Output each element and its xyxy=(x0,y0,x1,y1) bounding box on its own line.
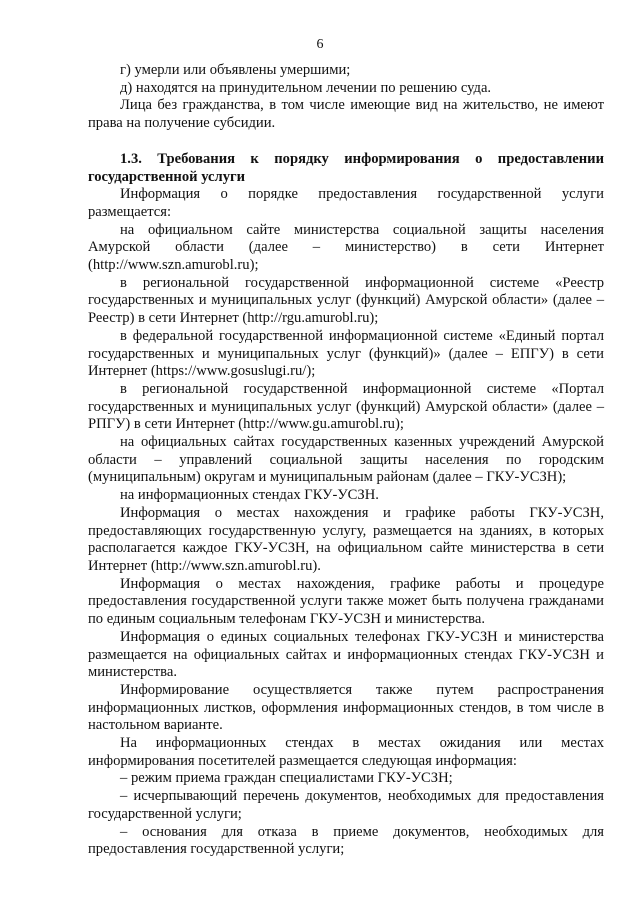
paragraph: на информационных стендах ГКУ-УСЗН. xyxy=(120,487,379,504)
paragraph: На информационных стендах в местах ожидания или местах информирования посетителей размещается следующая информация: xyxy=(88,735,604,769)
list-item: д) находятся на принудительном лечении по решению суда. xyxy=(120,79,492,96)
document-body xyxy=(88,62,604,859)
stateless-note: Лица без гражданства, в том числе имеющие вид на жительство, не имеют права на получение субсидии. xyxy=(88,97,604,132)
paragraph: в федеральной государственной информационной системе «Единый портал государственных и муниципальных услуг (функций)» (далее – ЕПГУ) в сети Интернет (https://www.gosuslugi.ru/); xyxy=(88,327,604,380)
paragraph: на официальном сайте министерства социальной защиты населения Амурской области (далее – министерство) в сети Интернет (http://www.szn.amurobl.ru); xyxy=(88,221,604,274)
bullet-item: – основания для отказа в приеме документов, необходимых для предоставления государственной услуги; xyxy=(88,823,604,858)
section-heading: 1.3. Требования к порядку информирования о предоставлении государственной услуги xyxy=(88,150,604,185)
paragraph: Информация о порядке предоставления государственной услуги размещается: xyxy=(88,186,604,220)
list-item: г) умерли или объявлены умершими; xyxy=(120,62,351,78)
page-number: 6 xyxy=(316,37,324,52)
bullet-item: – режим приема граждан специалистами ГКУ-УСЗН; xyxy=(120,770,453,787)
paragraph: в региональной государственной информационной системе «Реестр государственных и муниципальных услуг (функций) Амурской области» (далее – Реестр) в сети Интернет (http://rgu.amurobl.ru); xyxy=(88,274,604,327)
bullet-item: – исчерпывающий перечень документов, необходимых для предоставления государственной услуги; xyxy=(88,788,604,822)
paragraph: на официальных сайтах государственных казенных учреждений Амурской области – управлений социальной защиты населения по городским (муниципальным) округам и муниципальным районам (далее – ГКУ-УСЗН); xyxy=(88,434,604,486)
paragraph: Информирование осуществляется также путем распространения информационных листков, оформления информационных стендов, в том числе в настольном варианте. xyxy=(88,681,604,734)
paragraph: Информация о местах нахождения и графике работы ГКУ-УСЗН, предоставляющих государственную услугу, размещается на зданиях, в которых располагается каждое ГКУ-УСЗН, на официальном сайте министерства в сети Интернет (http://www.szn.amurobl.ru). xyxy=(88,504,604,574)
paragraph: в региональной государственной информационной системе «Портал государственных и муниципальных услуг (функций) Амурской области» (далее – РПГУ) в сети Интернет (http://www.gu.amurobl.ru); xyxy=(88,380,604,433)
section-gap xyxy=(88,133,604,151)
paragraph: Информация о местах нахождения, графике работы и процедуре предоставления государственной услуги также может быть получена гражданами по единым социальным телефонам ГКУ-УСЗН и министерства. xyxy=(88,575,604,628)
paragraph: Информация о единых социальных телефонах ГКУ-УСЗН и министерства размещается на официальных сайтах и информационных стендах ГКУ-УСЗН и министерства. xyxy=(88,628,604,681)
